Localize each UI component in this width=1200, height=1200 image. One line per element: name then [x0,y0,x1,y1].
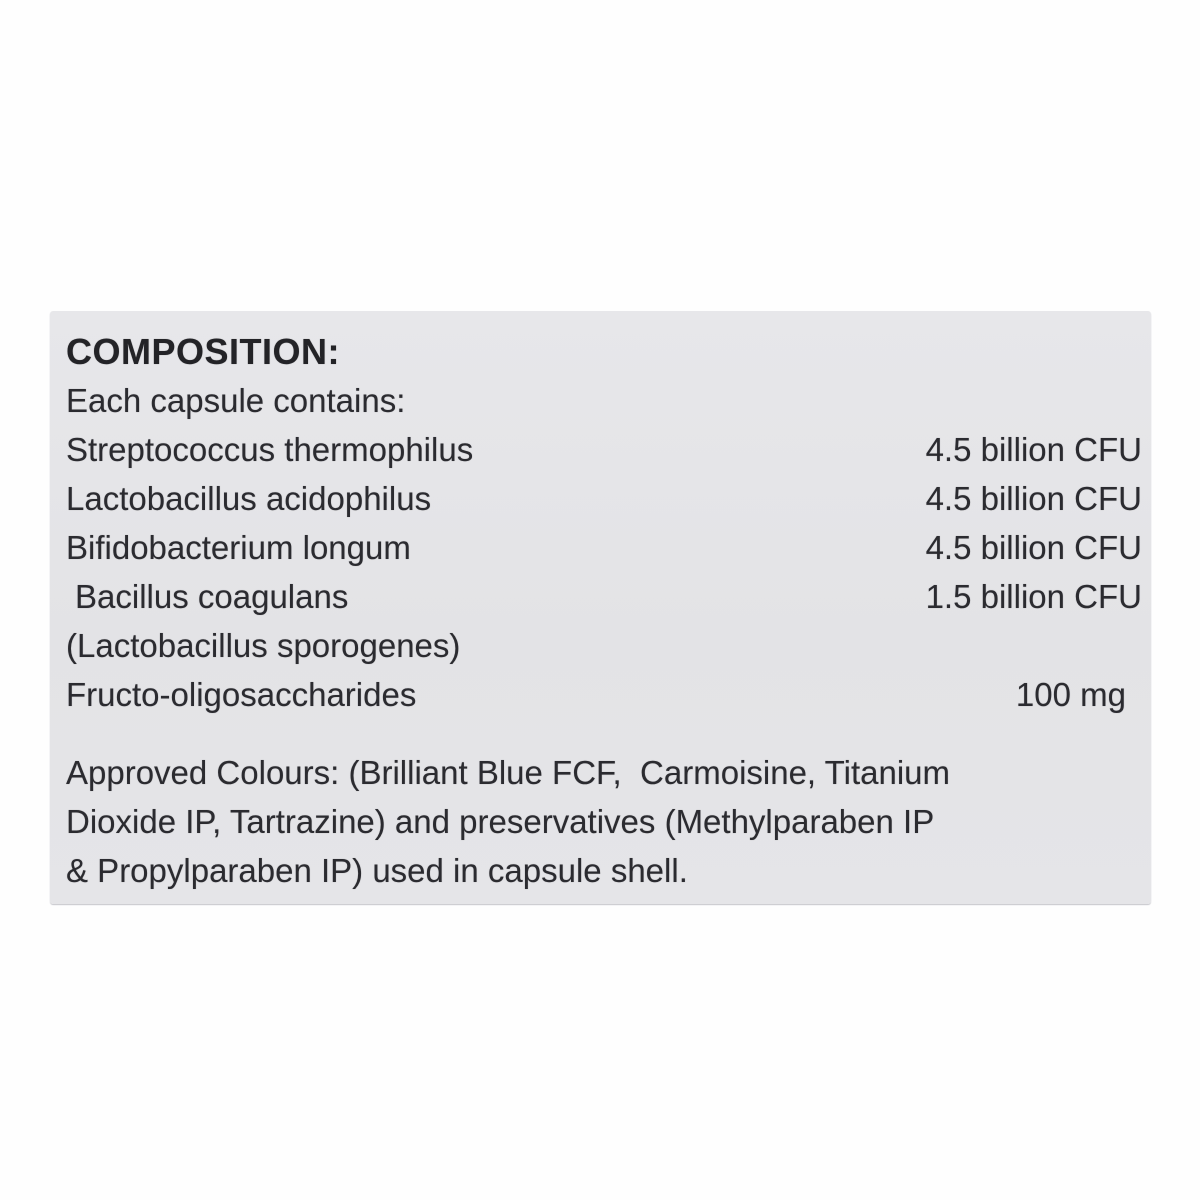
ingredient-name: Lactobacillus acidophilus [66,480,432,517]
ingredient-row [66,621,1145,670]
section-title: COMPOSITION: [66,331,340,372]
ingredient-name: Fructo-oligosaccharides [66,676,417,713]
intro-line: Each capsule contains: [66,382,406,419]
approved-colours-note [66,748,1145,895]
note-line: Approved Colours: (Brilliant Blue FCF, Carmoisine, Titanium [66,754,950,791]
ingredient-name: Bifidobacterium longum [66,529,411,566]
ingredient-row [66,670,1145,719]
ingredient-amount: 100 mg [1015,676,1126,713]
ingredient-amount: 4.5 billion CFU [925,480,1142,517]
ingredient-row [66,523,1145,572]
composition-panel [50,311,1151,904]
ingredient-row [66,474,1145,523]
note-line: Dioxide IP, Tartrazine) and preservatives (Methylparaben IP [66,803,935,840]
ingredient-row [66,425,1145,474]
note-line: & Propylparaben IP) used in capsule shell. [66,852,688,889]
ingredient-name: Streptococcus thermophilus [66,431,474,468]
ingredient-amount: 4.5 billion CFU [925,529,1142,566]
ingredient-amount: 1.5 billion CFU [925,578,1142,615]
ingredient-row [66,572,1145,621]
ingredient-amount: 4.5 billion CFU [925,431,1142,468]
ingredient-name: Bacillus coagulans [75,578,349,615]
ingredient-synonym: (Lactobacillus sporogenes) [66,627,461,664]
